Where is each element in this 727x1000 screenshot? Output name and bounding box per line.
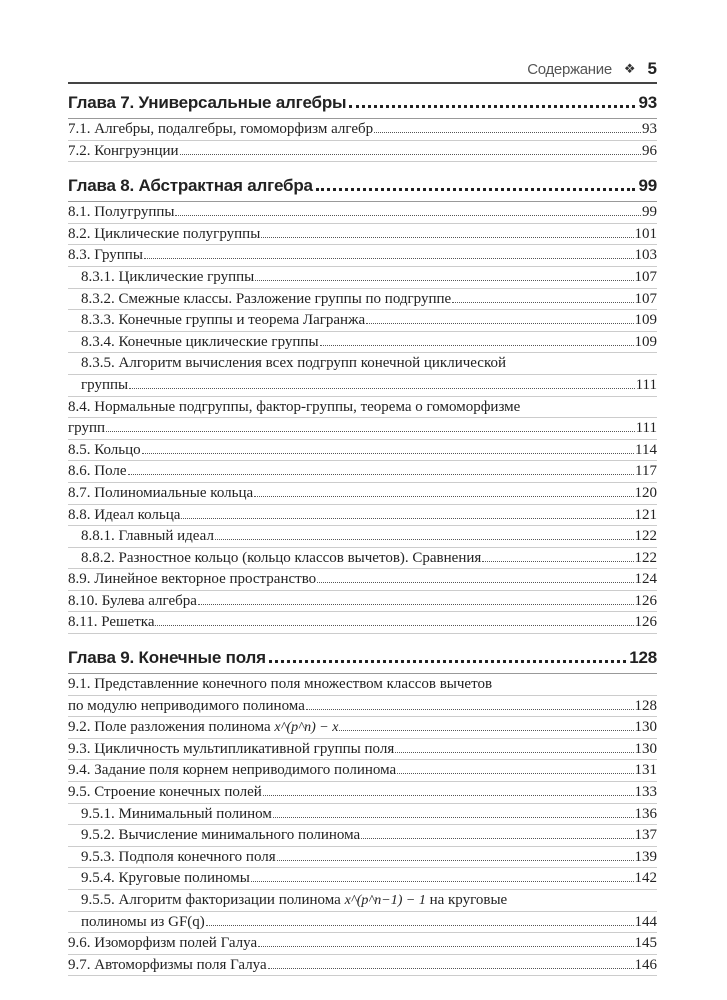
toc-entry[interactable] — [68, 760, 657, 782]
entry-page: 130 — [634, 719, 657, 736]
dot-leader — [261, 237, 633, 238]
entry-title: 7.1. Алгебры, подалгебры, гомоморфизм алгебр — [68, 121, 374, 137]
entry-title: 8.3. Группы — [68, 247, 143, 264]
entry-page: 121 — [634, 506, 657, 523]
entry-title: 9.5.1. Минимальный полином — [81, 805, 272, 822]
toc-entry[interactable] — [68, 739, 657, 761]
dot-leader — [142, 453, 634, 454]
entry-page: 122 — [634, 528, 657, 545]
entry-page: 109 — [634, 333, 657, 350]
dot-leader — [317, 582, 633, 583]
entry-page: 96 — [642, 142, 657, 159]
entry-page: 122 — [634, 549, 657, 566]
dot-leader — [374, 132, 641, 133]
entry-page: 124 — [634, 571, 657, 588]
toc-entry[interactable] — [68, 461, 657, 483]
dot-leader — [339, 730, 633, 731]
entry-title: 8.11. Решетка — [68, 614, 155, 631]
entry-page: 131 — [634, 762, 657, 779]
entry-title: 7.2. Конгруэнции — [68, 142, 179, 159]
toc-entry[interactable] — [68, 955, 657, 977]
dot-leader — [128, 474, 635, 475]
entry-title: 9.5.2. Вычисление минимального полинома — [81, 827, 361, 844]
entry-title: 8.9. Линейное векторное пространство — [68, 571, 317, 588]
toc-entry[interactable] — [68, 933, 657, 955]
entry-page: 93 — [642, 121, 657, 137]
entry-page: 142 — [634, 870, 657, 887]
toc-entry[interactable] — [68, 141, 657, 163]
entry-title: 8.6. Поле — [68, 463, 127, 480]
entry-title: 9.5.3. Подполя конечного поля — [81, 848, 276, 865]
formula: x^(p^n) − x — [274, 720, 339, 736]
entry-page: 101 — [634, 225, 657, 242]
dot-leader — [206, 925, 634, 926]
toc-entry[interactable] — [68, 591, 657, 613]
entry-title-line2: группы — [81, 376, 129, 393]
toc-entry[interactable] — [68, 847, 657, 869]
entry-title: 9.1. Представленние конечного поля множеством классов вычетов — [68, 676, 493, 693]
dot-leader — [452, 302, 633, 303]
toc-entry[interactable] — [68, 782, 657, 804]
entry-title: 9.5.4. Круговые полиномы — [81, 870, 250, 887]
dot-leader — [106, 431, 635, 432]
entry-page: 139 — [634, 848, 657, 865]
entry-title: 8.10. Булева алгебра — [68, 592, 197, 609]
entry-title: 8.3.2. Смежные классы. Разложение группы по подгруппе — [81, 290, 452, 307]
dot-leader — [361, 838, 633, 839]
chapter-heading[interactable] — [68, 93, 657, 119]
entry-page: 128 — [634, 697, 657, 714]
entry-title: 8.8.1. Главный идеал — [81, 528, 214, 545]
dot-leader — [366, 323, 633, 324]
toc-entry[interactable] — [68, 890, 657, 912]
chapter-page: 128 — [629, 648, 657, 668]
toc-entry[interactable] — [68, 868, 657, 890]
toc-entry[interactable] — [68, 440, 657, 462]
toc-entry[interactable] — [68, 289, 657, 311]
dot-leader — [255, 280, 633, 281]
dot-leader — [482, 561, 633, 562]
toc-entry[interactable] — [68, 119, 657, 141]
entry-title-line2: групп — [68, 420, 106, 437]
dot-leader — [180, 154, 641, 155]
toc-entry[interactable] — [68, 202, 657, 224]
entry-title: 9.2. Поле разложения полинома — [68, 719, 271, 736]
running-header — [68, 56, 657, 84]
toc-entry[interactable] — [68, 674, 657, 696]
dot-leader — [251, 881, 634, 882]
chapter-heading[interactable] — [68, 648, 657, 674]
toc-entry[interactable] — [68, 526, 657, 548]
chapter-title: Глава 9. Конечные поля — [68, 648, 266, 668]
toc-entry[interactable] — [68, 548, 657, 570]
entry-page: 137 — [634, 827, 657, 844]
entry-title: 9.6. Изоморфизм полей Галуа — [68, 935, 258, 952]
toc-entry[interactable] — [68, 397, 657, 419]
entry-title: 8.8.2. Разностное кольцо (кольцо классов вычетов). Сравнения — [81, 549, 482, 566]
entry-page: 146 — [634, 956, 657, 973]
entry-page: 120 — [634, 484, 657, 501]
dot-leader — [269, 660, 626, 663]
entry-page: 109 — [634, 312, 657, 329]
ornament-icon: ❖ — [623, 61, 636, 76]
dot-leader — [155, 625, 633, 626]
chapter-heading[interactable] — [68, 176, 657, 202]
entry-title: 8.5. Кольцо — [68, 441, 141, 458]
dot-leader — [395, 752, 633, 753]
page-number: 5 — [647, 59, 657, 78]
toc-entry[interactable] — [68, 483, 657, 505]
chapter-title: Глава 8. Абстрактная алгебра — [68, 176, 313, 196]
header-title: Содержание — [527, 60, 612, 78]
entry-title: 8.8. Идеал кольца — [68, 506, 181, 523]
entry-page: 111 — [635, 420, 657, 437]
entry-page: 111 — [635, 376, 657, 393]
entry-title-line2: по модулю неприводимого полинома — [68, 697, 305, 714]
entry-page: 117 — [635, 463, 657, 480]
toc-entry[interactable] — [68, 353, 657, 375]
entry-title-cont: на круговые — [429, 892, 508, 908]
dot-leader — [175, 215, 641, 216]
toc-entry[interactable] — [68, 224, 657, 246]
toc-entry[interactable] — [68, 245, 657, 267]
dot-leader — [306, 709, 634, 710]
toc-entry[interactable] — [68, 310, 657, 332]
entry-title: 9.7. Автоморфизмы поля Галуа — [68, 956, 267, 973]
entry-title: 9.4. Задание поля корнем неприводимого полинома — [68, 762, 397, 779]
entry-title: 8.3.5. Алгоритм вычисления всех подгрупп конечной циклической — [81, 355, 507, 372]
entry-page: 133 — [634, 784, 657, 801]
entry-page: 126 — [634, 592, 657, 609]
dot-leader — [258, 946, 633, 947]
entry-page: 103 — [634, 247, 657, 264]
toc-entry[interactable] — [68, 267, 657, 289]
dot-leader — [254, 496, 633, 497]
entry-page: 107 — [634, 268, 657, 285]
entry-title: 9.3. Цикличность мультипликативной группы поля — [68, 740, 395, 757]
entry-page: 99 — [642, 204, 657, 221]
toc-entry-continued[interactable] — [68, 912, 657, 934]
dot-leader — [273, 817, 634, 818]
dot-leader — [198, 604, 634, 605]
toc-entry-continued[interactable] — [68, 375, 657, 397]
entry-page: 145 — [634, 935, 657, 952]
dot-leader — [215, 539, 634, 540]
entry-title: 8.3.3. Конечные группы и теорема Лагранжа — [81, 312, 366, 329]
toc-entry[interactable] — [68, 505, 657, 527]
entry-page: 126 — [634, 614, 657, 631]
entry-title: 8.4. Нормальные подгруппы, фактор-группы, теорема о гомоморфизме — [68, 398, 521, 415]
dot-leader — [397, 773, 633, 774]
toc-entry[interactable] — [68, 825, 657, 847]
entry-page: 144 — [634, 913, 657, 930]
entry-title: 8.2. Циклические полугруппы — [68, 225, 261, 242]
chapter-title: Глава 7. Универсальные алгебры — [68, 93, 347, 112]
toc-entry-continued[interactable] — [68, 418, 657, 440]
formula: x^(p^n−1) − 1 — [344, 893, 426, 908]
dot-leader — [320, 345, 634, 346]
entry-page: 107 — [634, 290, 657, 307]
dot-leader — [277, 860, 634, 861]
dot-leader — [144, 258, 634, 259]
dot-leader — [316, 188, 636, 191]
entry-title: 9.5.5. Алгоритм факторизации полинома — [81, 892, 341, 908]
dot-leader — [268, 968, 634, 969]
chapter-page: 93 — [638, 93, 657, 112]
entry-page: 130 — [634, 740, 657, 757]
dot-leader — [349, 105, 635, 108]
entry-title: 8.3.4. Конечные циклические группы — [81, 333, 319, 350]
table-of-contents — [68, 93, 657, 976]
toc-entry[interactable] — [68, 612, 657, 634]
dot-leader — [181, 518, 633, 519]
dot-leader — [129, 388, 635, 389]
entry-title: 8.7. Полиномиальные кольца — [68, 484, 254, 501]
toc-entry[interactable] — [68, 332, 657, 354]
toc-entry-continued[interactable] — [68, 696, 657, 718]
toc-entry[interactable] — [68, 804, 657, 826]
entry-page: 136 — [634, 805, 657, 822]
entry-title: 8.1. Полугруппы — [68, 204, 175, 221]
entry-page: 114 — [635, 441, 657, 458]
entry-title: 8.3.1. Циклические группы — [81, 268, 255, 285]
toc-entry[interactable] — [68, 717, 657, 739]
chapter-page: 99 — [638, 176, 657, 196]
entry-title-line2: полиномы из GF(q) — [81, 913, 205, 930]
toc-entry[interactable] — [68, 569, 657, 591]
dot-leader — [263, 795, 634, 796]
entry-title: 9.5. Строение конечных полей — [68, 784, 262, 801]
